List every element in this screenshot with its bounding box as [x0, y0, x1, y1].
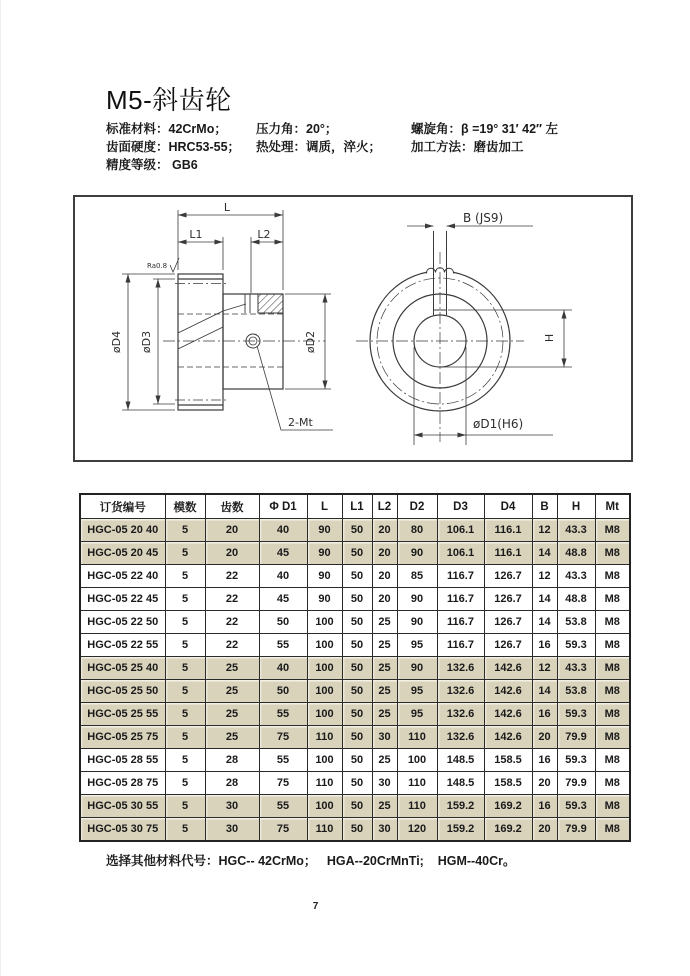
table-cell: 25 — [372, 680, 397, 703]
gear-body-outline — [178, 274, 223, 410]
table-cell: 50 — [342, 818, 372, 842]
table-row — [80, 611, 630, 634]
table-cell: 20 — [372, 565, 397, 588]
table-cell: 50 — [342, 680, 372, 703]
table-cell: 110 — [397, 772, 437, 795]
table-cell: 90 — [397, 588, 437, 611]
table-cell: HGC-05 20 40 — [80, 519, 165, 542]
table-cell: 5 — [165, 726, 205, 749]
footer-note: 选择其他材料代号：HGC-- 42CrMo； HGA--20CrMnTi; HGM--40Cr。 — [106, 854, 516, 868]
table-cell: 90 — [397, 542, 437, 565]
table-cell: 5 — [165, 519, 205, 542]
spec-material: 标准材料：42CrMo； — [106, 122, 227, 136]
table-cell: M8 — [595, 634, 630, 657]
table-cell: 28 — [205, 772, 259, 795]
column-header: L2 — [372, 494, 397, 519]
table-cell: 142.6 — [484, 657, 532, 680]
dim-label-D1: øD1(H6) — [473, 417, 524, 431]
table-cell: HGC-05 22 45 — [80, 588, 165, 611]
table-cell: 50 — [342, 749, 372, 772]
table-cell: 148.5 — [437, 749, 484, 772]
table-cell: M8 — [595, 703, 630, 726]
table-cell: 22 — [205, 634, 259, 657]
table-cell: 50 — [342, 657, 372, 680]
table-cell: 40 — [259, 657, 307, 680]
table-cell: 75 — [259, 818, 307, 842]
table-cell: 132.6 — [437, 657, 484, 680]
table-cell: HGC-05 20 45 — [80, 542, 165, 565]
table-cell: 30 — [372, 772, 397, 795]
table-cell: 28 — [205, 749, 259, 772]
table-row — [80, 542, 630, 565]
spec-hardness: 齿面硬度：HRC53-55； — [106, 140, 241, 154]
table-cell: 20 — [205, 542, 259, 565]
table-cell: 79.9 — [557, 772, 595, 795]
table-cell: 75 — [259, 772, 307, 795]
table-cell: M8 — [595, 542, 630, 565]
table-cell: 14 — [532, 611, 557, 634]
table-cell: 25 — [205, 680, 259, 703]
table-cell: 100 — [307, 680, 342, 703]
spec-precision-grade: 精度等级： GB6 — [106, 158, 198, 172]
table-cell: 120 — [397, 818, 437, 842]
table-cell: 43.3 — [557, 657, 595, 680]
table-cell: 126.7 — [484, 565, 532, 588]
table-cell: HGC-05 22 40 — [80, 565, 165, 588]
dim-label-D4: øD4 — [110, 330, 123, 354]
table-cell: 79.9 — [557, 726, 595, 749]
column-header: 模数 — [165, 494, 205, 519]
table-cell: M8 — [595, 565, 630, 588]
table-row — [80, 795, 630, 818]
table-cell: 30 — [205, 795, 259, 818]
table-cell: 169.2 — [484, 818, 532, 842]
table-cell: 14 — [532, 680, 557, 703]
table-cell: 30 — [372, 818, 397, 842]
table-cell: 100 — [307, 611, 342, 634]
table-cell: 79.9 — [557, 818, 595, 842]
column-header: B — [532, 494, 557, 519]
dim-label-L2: L2 — [257, 228, 271, 241]
roughness-label: Ra0.8 — [147, 262, 168, 270]
table-cell: 116.1 — [484, 542, 532, 565]
dim-label-H: H — [543, 333, 556, 343]
dim-label-L: L — [223, 201, 231, 214]
table-cell: M8 — [595, 657, 630, 680]
table-cell: 106.1 — [437, 542, 484, 565]
table-cell: 12 — [532, 519, 557, 542]
table-cell: 90 — [307, 519, 342, 542]
table-cell: 43.3 — [557, 519, 595, 542]
column-header: D3 — [437, 494, 484, 519]
table-cell: 20 — [372, 588, 397, 611]
table-cell: 20 — [372, 542, 397, 565]
table-cell: 50 — [342, 772, 372, 795]
table-cell: 50 — [259, 680, 307, 703]
table-cell: 132.6 — [437, 703, 484, 726]
table-cell: 40 — [259, 565, 307, 588]
table-row — [80, 703, 630, 726]
table-cell: 159.2 — [437, 795, 484, 818]
table-cell: 116.7 — [437, 565, 484, 588]
column-header: 订货编号 — [80, 494, 165, 519]
table-cell: M8 — [595, 726, 630, 749]
table-cell: 50 — [342, 634, 372, 657]
table-cell: 16 — [532, 703, 557, 726]
table-cell: 50 — [342, 542, 372, 565]
spec-line — [106, 138, 558, 156]
table-cell: 16 — [532, 795, 557, 818]
table-cell: 12 — [532, 657, 557, 680]
table-cell: 14 — [532, 588, 557, 611]
table-cell: 90 — [397, 611, 437, 634]
table-cell: 12 — [532, 565, 557, 588]
table-cell: 45 — [259, 542, 307, 565]
table-cell: 110 — [307, 818, 342, 842]
table-cell: 50 — [342, 795, 372, 818]
table-cell: 45 — [259, 588, 307, 611]
table-cell: 100 — [307, 749, 342, 772]
table-cell: 90 — [307, 542, 342, 565]
table-cell: 20 — [532, 818, 557, 842]
table-cell: 126.7 — [484, 588, 532, 611]
table-cell: 142.6 — [484, 703, 532, 726]
spec-block — [106, 120, 558, 174]
table-cell: 25 — [205, 726, 259, 749]
table-cell: 100 — [307, 657, 342, 680]
table-cell: 126.7 — [484, 634, 532, 657]
table-cell: 5 — [165, 772, 205, 795]
keyway-section-hatch — [258, 294, 283, 313]
table-cell: 100 — [307, 634, 342, 657]
dim-label-B: B (JS9) — [463, 211, 504, 225]
column-header: Φ D1 — [259, 494, 307, 519]
table-cell: 55 — [259, 795, 307, 818]
table-cell: 25 — [372, 657, 397, 680]
table-cell: 59.3 — [557, 749, 595, 772]
table-cell: 20 — [372, 519, 397, 542]
column-header: L — [307, 494, 342, 519]
table-cell: 50 — [342, 726, 372, 749]
table-cell: 20 — [205, 519, 259, 542]
table-cell: M8 — [595, 680, 630, 703]
table-cell: 50 — [342, 519, 372, 542]
table-cell: 142.6 — [484, 726, 532, 749]
column-header: H — [557, 494, 595, 519]
table-row — [80, 726, 630, 749]
table-cell: HGC-05 25 75 — [80, 726, 165, 749]
table-cell: 25 — [372, 634, 397, 657]
table-cell: 116.7 — [437, 588, 484, 611]
table-cell: 95 — [397, 634, 437, 657]
table-cell: 50 — [342, 565, 372, 588]
spec-helix-angle: 螺旋角：β =19° 31′ 42″ 左 — [411, 122, 559, 136]
table-cell: 132.6 — [437, 726, 484, 749]
table-cell: 16 — [532, 749, 557, 772]
table-cell: HGC-05 30 75 — [80, 818, 165, 842]
table-cell: 25 — [205, 703, 259, 726]
table-cell: 22 — [205, 611, 259, 634]
table-cell: 5 — [165, 795, 205, 818]
table-cell: 75 — [259, 726, 307, 749]
table-cell: 80 — [397, 519, 437, 542]
table-cell: 59.3 — [557, 795, 595, 818]
table-cell: 148.5 — [437, 772, 484, 795]
table-cell: 5 — [165, 657, 205, 680]
drawing-frame — [73, 195, 633, 462]
table-cell: 20 — [532, 726, 557, 749]
table-cell: 132.6 — [437, 680, 484, 703]
table-cell: 53.8 — [557, 611, 595, 634]
table-cell: 22 — [205, 565, 259, 588]
table-cell: 95 — [397, 703, 437, 726]
table-cell: M8 — [595, 588, 630, 611]
column-header: Mt — [595, 494, 630, 519]
dim-label-D2: øD2 — [304, 330, 317, 354]
table-cell: M8 — [595, 795, 630, 818]
table-cell: M8 — [595, 611, 630, 634]
table-cell: 43.3 — [557, 565, 595, 588]
table-cell: 25 — [372, 795, 397, 818]
table-cell: 95 — [397, 680, 437, 703]
table-cell: 59.3 — [557, 703, 595, 726]
table-cell: M8 — [595, 749, 630, 772]
table-cell: 59.3 — [557, 634, 595, 657]
table-cell: 5 — [165, 634, 205, 657]
table-cell: 20 — [532, 772, 557, 795]
table-cell: 53.8 — [557, 680, 595, 703]
table-cell: 142.6 — [484, 680, 532, 703]
table-cell: HGC-05 28 55 — [80, 749, 165, 772]
table-cell: HGC-05 22 55 — [80, 634, 165, 657]
table-cell: M8 — [595, 519, 630, 542]
gear-technical-drawing — [75, 197, 631, 460]
front-view — [356, 231, 524, 442]
table-cell: 106.1 — [437, 519, 484, 542]
spec-machining: 加工方法：磨齿加工 — [411, 140, 524, 154]
dim-label-D3: øD3 — [140, 330, 153, 354]
table-cell: HGC-05 25 55 — [80, 703, 165, 726]
table-cell: 158.5 — [484, 749, 532, 772]
spec-line — [106, 156, 558, 174]
table-row — [80, 588, 630, 611]
table-cell: 100 — [307, 703, 342, 726]
spec-table — [79, 493, 631, 842]
table-row — [80, 680, 630, 703]
table-row — [80, 818, 630, 842]
table-cell: 55 — [259, 749, 307, 772]
spec-line — [106, 120, 558, 138]
spec-heat-treatment: 热处理：调质，淬火； — [256, 140, 382, 154]
table-cell: M8 — [595, 818, 630, 842]
column-header: D2 — [397, 494, 437, 519]
page-title: M5-斜齿轮 — [106, 85, 232, 115]
page-number: 7 — [312, 901, 319, 912]
table-cell: 30 — [205, 818, 259, 842]
table-cell: HGC-05 22 50 — [80, 611, 165, 634]
table-cell: 100 — [397, 749, 437, 772]
dim-label-L1: L1 — [189, 228, 203, 241]
table-cell: 90 — [397, 657, 437, 680]
table-cell: 5 — [165, 680, 205, 703]
table-cell: 90 — [307, 565, 342, 588]
table-cell: 85 — [397, 565, 437, 588]
table-cell: 159.2 — [437, 818, 484, 842]
table-cell: 25 — [205, 657, 259, 680]
table-cell: 50 — [342, 703, 372, 726]
table-cell: 126.7 — [484, 611, 532, 634]
table-cell: HGC-05 28 75 — [80, 772, 165, 795]
table-cell: 48.8 — [557, 542, 595, 565]
table-header-row — [80, 494, 630, 519]
table-cell: 5 — [165, 565, 205, 588]
table-cell: 169.2 — [484, 795, 532, 818]
column-header: D4 — [484, 494, 532, 519]
table-cell: 22 — [205, 588, 259, 611]
table-cell: 16 — [532, 634, 557, 657]
table-cell: 90 — [307, 588, 342, 611]
table-cell: 50 — [342, 611, 372, 634]
table-cell: 110 — [307, 726, 342, 749]
table-cell: 5 — [165, 542, 205, 565]
table-row — [80, 749, 630, 772]
table-row — [80, 565, 630, 588]
table-cell: M8 — [595, 772, 630, 795]
table-cell: 14 — [532, 542, 557, 565]
column-header: 齿数 — [205, 494, 259, 519]
table-cell: 116.1 — [484, 519, 532, 542]
table-cell: 110 — [307, 772, 342, 795]
table-cell: 50 — [259, 611, 307, 634]
table-cell: 158.5 — [484, 772, 532, 795]
table-cell: 5 — [165, 611, 205, 634]
table-row — [80, 772, 630, 795]
table-cell: HGC-05 30 55 — [80, 795, 165, 818]
table-cell: 110 — [397, 795, 437, 818]
dim-label-2Mt: 2-Mt — [288, 416, 313, 429]
table-cell: 55 — [259, 634, 307, 657]
table-cell: HGC-05 25 50 — [80, 680, 165, 703]
table-row — [80, 657, 630, 680]
table-cell: 25 — [372, 749, 397, 772]
table-cell: 55 — [259, 703, 307, 726]
table-cell: 40 — [259, 519, 307, 542]
table-cell: 25 — [372, 611, 397, 634]
table-cell: 5 — [165, 749, 205, 772]
table-cell: 100 — [307, 795, 342, 818]
table-cell: 5 — [165, 588, 205, 611]
table-cell: HGC-05 25 40 — [80, 657, 165, 680]
table-cell: 30 — [372, 726, 397, 749]
table-cell: 50 — [342, 588, 372, 611]
table-row — [80, 634, 630, 657]
table-cell: 5 — [165, 703, 205, 726]
table-cell: 48.8 — [557, 588, 595, 611]
table-cell: 116.7 — [437, 634, 484, 657]
table-cell: 25 — [372, 703, 397, 726]
column-header: L1 — [342, 494, 372, 519]
table-cell: 110 — [397, 726, 437, 749]
spec-pressure-angle: 压力角：20°； — [256, 122, 338, 136]
table-cell: 116.7 — [437, 611, 484, 634]
table-cell: 5 — [165, 818, 205, 842]
table-row — [80, 519, 630, 542]
